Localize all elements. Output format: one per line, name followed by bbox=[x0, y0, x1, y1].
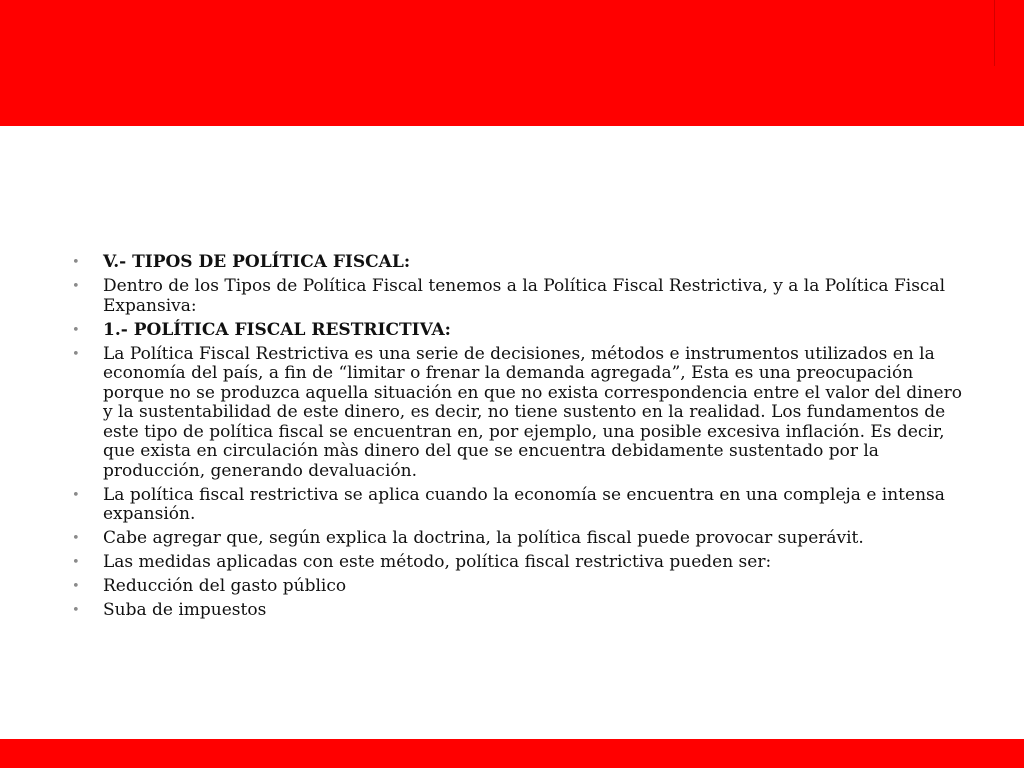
list-item-text: La Política Fiscal Restrictiva es una serie de decisiones, métodos e instrumentos utilizados en la economía del país, a fin de “limitar o frenar la demanda agregada”, Esta es una preocupación porque no se produzca aquella situación en que no exista correspondencia entre el valor del dinero y la sustentabilidad de este dinero, es decir, no tiene sustento en la realidad. Los fundamentos de este tipo de política fiscal se encuentran en, por ejemplo, una posible excesiva inflación. Es decir, que exista en circulación màs dinero del que se encuentra debidamente sustentado por la producción, generando devaluación. bbox=[103, 343, 962, 481]
bullet-icon: • bbox=[72, 487, 80, 503]
bullet-icon: • bbox=[72, 603, 80, 618]
list-item-text: V.- TIPOS DE POLÍTICA FISCAL: bbox=[103, 252, 411, 272]
list-item-text: Dentro de los Tipos de Política Fiscal tenemos a la Política Fiscal Restrictiva, y a la Política Fiscal Expansiva: bbox=[103, 276, 946, 316]
bullet-icon: • bbox=[72, 579, 80, 594]
bullet-icon: • bbox=[72, 279, 80, 294]
bullet-icon: • bbox=[72, 346, 80, 362]
top-red-band bbox=[0, 0, 1024, 126]
list-item-text: La política fiscal restrictiva se aplica cuando la economía se encuentra en una compleja e intensa expansión. bbox=[103, 484, 945, 524]
list-item bbox=[72, 345, 962, 482]
list-item bbox=[72, 529, 962, 549]
list-item bbox=[72, 277, 962, 316]
header-divider-line bbox=[994, 0, 995, 66]
list-item bbox=[72, 577, 962, 597]
list-item-text: Reducción del gasto público bbox=[103, 576, 347, 596]
bullet-icon: • bbox=[72, 555, 80, 570]
list-item-text: 1.- POLÍTICA FISCAL RESTRICTIVA: bbox=[103, 319, 451, 340]
list-item bbox=[72, 601, 962, 621]
list-item-text: Las medidas aplicadas con este método, política fiscal restrictiva pueden ser: bbox=[103, 552, 772, 572]
bullet-list bbox=[72, 253, 962, 621]
list-item-text: Suba de impuestos bbox=[103, 600, 267, 620]
list-item bbox=[72, 486, 962, 525]
list-item-subheading bbox=[72, 321, 962, 341]
bullet-icon: • bbox=[72, 531, 80, 546]
bullet-icon: • bbox=[72, 255, 80, 270]
list-item-text: Cabe agregar que, según explica la doctrina, la política fiscal puede provocar superávit. bbox=[103, 528, 864, 548]
bottom-red-band bbox=[0, 739, 1024, 768]
list-item-section-heading bbox=[72, 253, 962, 273]
bullet-icon: • bbox=[72, 322, 80, 338]
slide-body bbox=[72, 253, 962, 625]
list-item bbox=[72, 553, 962, 573]
